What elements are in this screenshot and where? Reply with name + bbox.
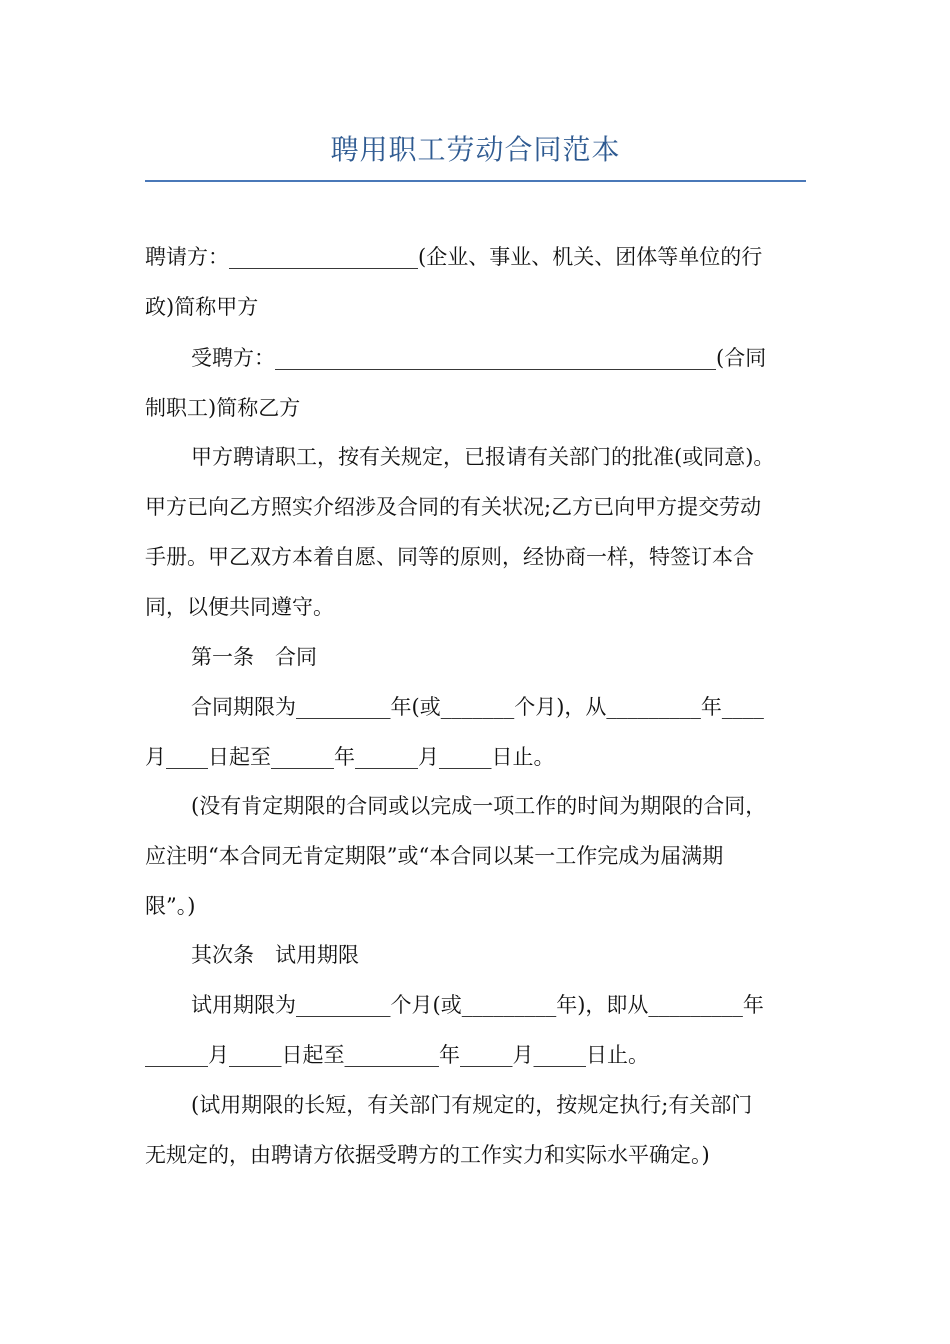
text-line: (没有肯定期限的合同或以完成一项工作的时间为期限的合同， [191, 794, 767, 818]
text-line: 政)简称甲方 [145, 295, 259, 319]
contract-term-paragraph [145, 682, 806, 782]
text-line: ______月_____日起至_________年_____月_____日止。 [145, 1043, 649, 1067]
probation-paragraph [145, 980, 806, 1080]
text-line: 月____日起至______年______月_____日止。 [145, 745, 555, 769]
text-line: 甲方已向乙方照实介绍涉及合同的有关状况;乙方已向甲方提交劳动 [145, 495, 762, 519]
document-title: 聘用职工劳动合同范本 [330, 133, 621, 166]
text-line: 制职工)简称乙方 [145, 396, 301, 420]
text-line: 受聘方：__________________________________________(合同 [191, 346, 767, 370]
probation-note [145, 1080, 806, 1180]
text-line: 无规定的，由聘请方依据受聘方的工作实力和实际水平确定。) [145, 1143, 710, 1167]
article-1-heading [145, 632, 806, 682]
text-line: 手册。甲乙双方本着自愿、同等的原则，经协商一样，特签订本合 [145, 545, 754, 569]
text-line: 聘请方：__________________(企业、事业、机关、团体等单位的行 [145, 245, 763, 269]
text-line: 合同期限为_________年(或_______个月)，从_________年____ [191, 695, 764, 719]
text-line: 限”。) [145, 894, 196, 918]
text-line: 试用期限为_________个月(或_________年)，即从_________年 [191, 993, 764, 1017]
text-line: 同，以便共同遵守。 [145, 595, 334, 619]
text-line: 甲方聘请职工，按有关规定，已报请有关部门的批准(或同意)。 [191, 445, 775, 469]
title-underline [145, 180, 806, 182]
preamble-paragraph [145, 432, 806, 632]
contract-term-note [145, 781, 806, 931]
article-2-heading [145, 930, 806, 980]
party-b-paragraph [145, 333, 806, 433]
party-a-paragraph [145, 232, 806, 332]
text-line: 其次条 试用期限 [191, 943, 359, 967]
text-line: 应注明“本合同无肯定期限”或“本合同以某一工作完成为届满期 [145, 844, 724, 868]
text-line: 第一条 合同 [191, 645, 317, 669]
text-line: (试用期限的长短，有关部门有规定的，按规定执行;有关部门 [191, 1093, 753, 1117]
